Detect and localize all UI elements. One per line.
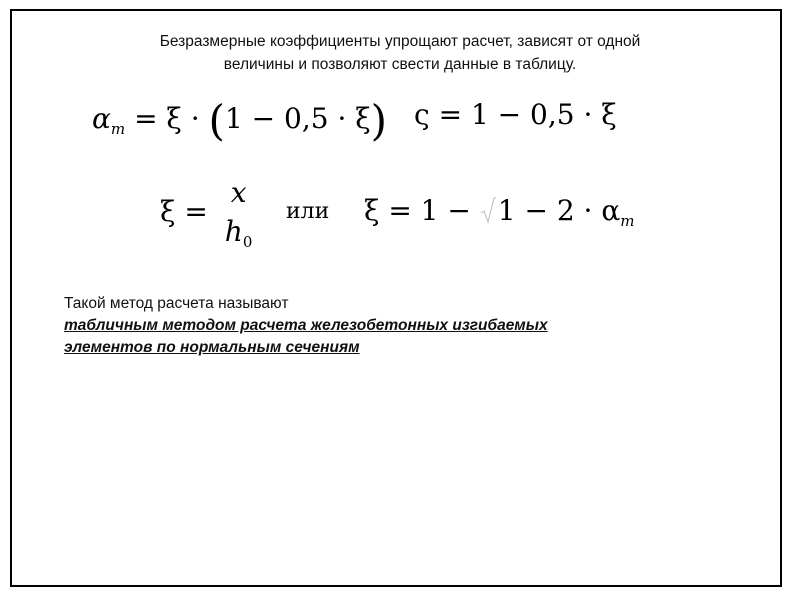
xi-fraction-lhs: ξ = [160, 195, 208, 228]
alpha-rhs-inner: 1 − 0,5 · ξ [224, 102, 371, 135]
formula-zeta [414, 98, 617, 131]
zeta-expression: ς = 1 − 0,5 · ξ [414, 98, 617, 131]
denominator-symbol: h [224, 215, 243, 248]
alpha-subscript: m [110, 120, 126, 138]
sqrt-radicand: 1 − 2 · α [497, 194, 621, 227]
method-paragraph [64, 293, 724, 359]
slide-title [60, 30, 740, 76]
alpha-symbol: α [92, 102, 111, 135]
sqrt-icon [480, 196, 496, 224]
xi-sqrt-lhs: ξ = 1 − [364, 194, 471, 227]
title-line-1: Безразмерные коэффициенты упрощают расчет, зависят от одной [159, 33, 641, 50]
fraction-denominator [221, 209, 257, 251]
alpha-rhs-prefix: = ξ · [134, 102, 209, 135]
or-word: или [286, 199, 330, 224]
fraction [221, 176, 257, 251]
method-name-line-1: табличным методом расчета железобетонных изгибаемых [64, 317, 548, 334]
method-name-line-2: элементов по нормальным сечениям [64, 339, 360, 356]
fraction-numerator: x [230, 176, 247, 209]
title-line-2: величины и позволяют свести данные в таблицу. [223, 56, 577, 73]
formula-xi-fraction [160, 176, 261, 251]
formula-alpha-m [92, 96, 387, 145]
method-intro: Такой метод расчета называют [64, 295, 289, 312]
formula-xi-sqrt [364, 194, 635, 230]
left-paren: ( [208, 96, 225, 145]
denominator-subscript: 0 [242, 233, 253, 251]
radicand-subscript: m [620, 212, 635, 230]
right-paren: ) [370, 96, 388, 145]
